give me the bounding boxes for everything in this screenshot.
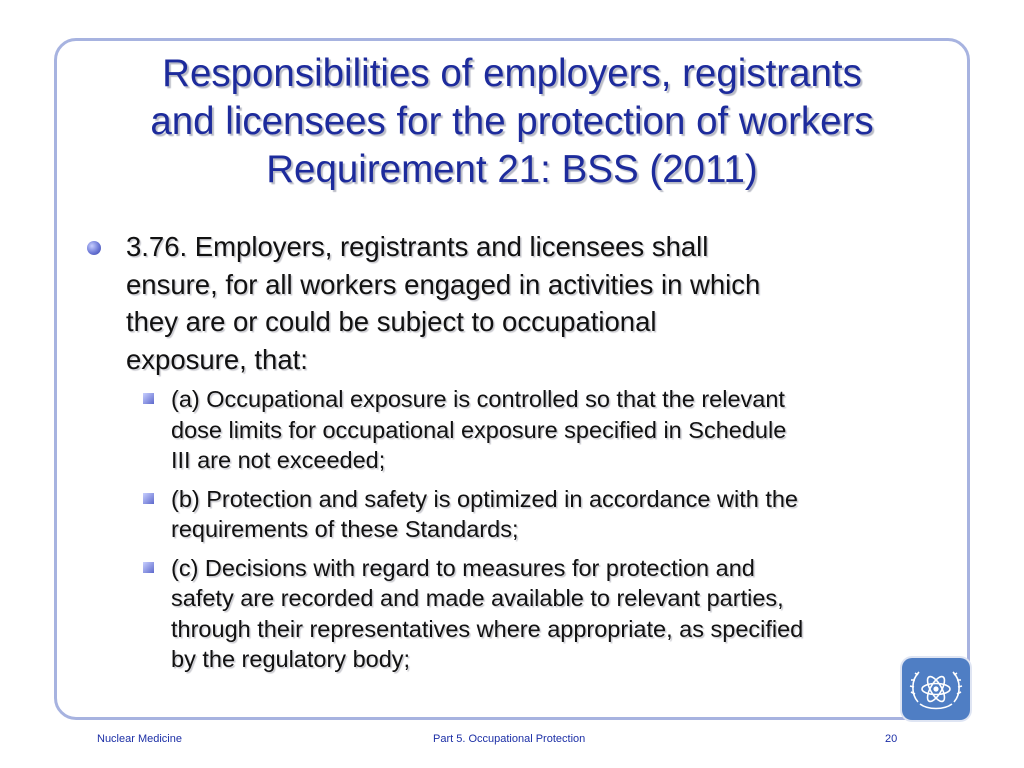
sub-bullet-list (82, 384, 952, 675)
sub-bullet-line: by the regulatory body; (171, 646, 411, 672)
title-line-3: Requirement 21: BSS (2011) (266, 148, 758, 191)
title-line-2: and licensees for the protection of workers (150, 100, 874, 143)
slide-title (70, 50, 954, 194)
main-bullet (82, 228, 952, 378)
sub-bullet-c (82, 553, 952, 675)
main-bullet-line: exposure, that: (126, 343, 308, 375)
main-bullet-line: ensure, for all workers engaged in activities in which (126, 268, 761, 300)
round-bullet-icon (87, 241, 101, 255)
footer-course-name: Nuclear Medicine (97, 733, 182, 745)
sub-bullet-line: safety are recorded and made available to relevant parties, (171, 585, 784, 611)
slide-body (82, 228, 952, 683)
sub-bullet-line: requirements of these Standards; (171, 516, 519, 542)
sub-bullet-line: (b) Protection and safety is optimized in accordance with the (171, 485, 798, 512)
square-bullet-icon (143, 493, 154, 504)
main-bullet-line: they are or could be subject to occupational (126, 306, 657, 337)
page-number: 20 (885, 733, 898, 745)
square-bullet-icon (143, 393, 154, 404)
title-line-1: Responsibilities of employers, registrants (162, 52, 862, 95)
sub-bullet-line: (a) Occupational exposure is controlled so that the relevant (171, 386, 785, 412)
sub-bullet-b (82, 484, 952, 545)
sub-bullet-line: dose limits for occupational exposure specified in Schedule (171, 416, 787, 443)
sub-bullet-a (82, 384, 952, 476)
sub-bullet-line: through their representatives where appropriate, as specified (171, 615, 804, 642)
square-bullet-icon (143, 562, 154, 573)
footer-section-title: Part 5. Occupational Protection (433, 733, 586, 745)
sub-bullet-line: III are not exceeded; (171, 447, 386, 473)
atom-wreath-logo-icon (902, 658, 970, 720)
sub-bullet-line: (c) Decisions with regard to measures for protection and (171, 554, 755, 581)
main-bullet-line: 3.76. Employers, registrants and licensees shall (126, 231, 709, 262)
